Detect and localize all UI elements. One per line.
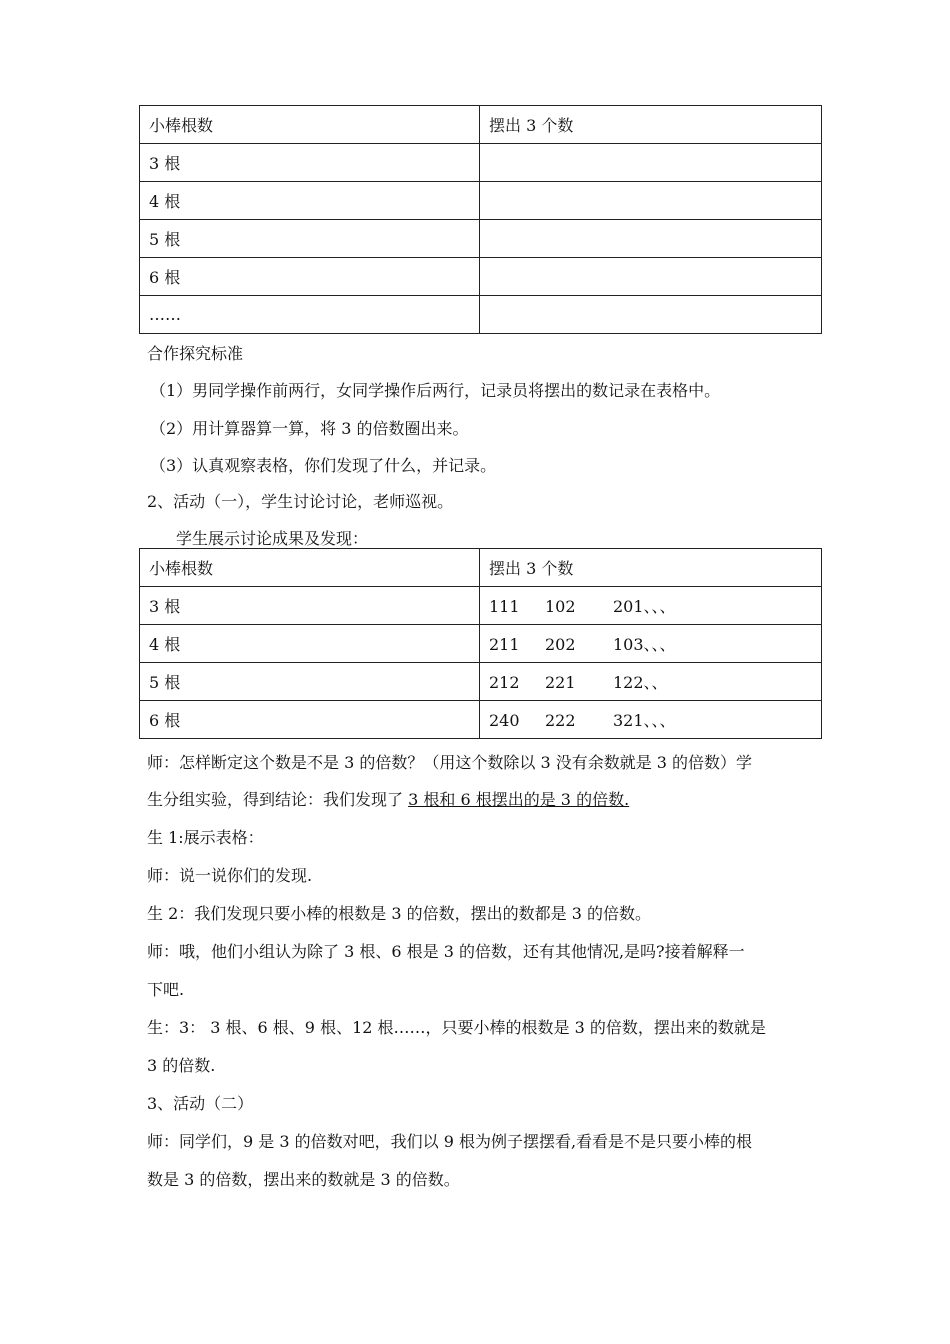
row-label: 4 根 — [140, 625, 480, 663]
table-row — [140, 663, 822, 701]
row-label: 3 根 — [140, 144, 480, 182]
row-label: 5 根 — [140, 663, 480, 701]
teacher-question-line-1: 师：怎样断定这个数是不是 3 的倍数？（用这个数除以 3 没有余数就是 3 的倍数）学 — [147, 753, 753, 772]
row-value — [480, 258, 822, 296]
table-row — [140, 296, 822, 334]
student-2-line: 生 2：我们发现只要小棒的根数是 3 的倍数，摆出的数都是 3 的倍数。 — [147, 904, 651, 923]
row-label: 6 根 — [140, 258, 480, 296]
table-row — [140, 701, 822, 739]
row-label: 5 根 — [140, 220, 480, 258]
row-value — [480, 182, 822, 220]
row-label: …… — [140, 296, 480, 334]
student-3-line-b: 3 的倍数. — [147, 1056, 216, 1075]
row-value — [480, 296, 822, 334]
row-numbers: 212 221 122、、 — [480, 663, 822, 701]
teacher-question-line-2 — [147, 790, 629, 810]
activity-2-heading: 3、活动（二） — [147, 1094, 254, 1113]
row-value — [480, 144, 822, 182]
column-header: 小棒根数 — [140, 106, 480, 144]
teacher-line-2: 师：说一说你们的发现. — [147, 866, 313, 885]
row-numbers: 111 102 201、、、 — [480, 587, 822, 625]
table-header-row — [140, 106, 822, 144]
teacher-line-4b: 数是 3 的倍数，摆出来的数就是 3 的倍数。 — [147, 1170, 460, 1189]
row-label: 6 根 — [140, 701, 480, 739]
conclusion-prefix: 生分组实验，得到结论：我们发现了 — [147, 790, 409, 809]
row-label: 4 根 — [140, 182, 480, 220]
column-header: 摆出 3 个数 — [480, 549, 822, 587]
step-1: （1）男同学操作前两行，女同学操作后两行，记录员将摆出的数记录在表格中。 — [150, 381, 721, 400]
show-results-title: 学生展示讨论成果及发现： — [176, 529, 369, 548]
table-row — [140, 625, 822, 663]
conclusion-underlined: 3 根和 6 根摆出的是 3 的倍数. — [408, 790, 630, 809]
row-label: 3 根 — [140, 587, 480, 625]
activity-1-heading: 2、活动（一），学生讨论讨论，老师巡视。 — [147, 492, 454, 511]
stick-count-table-results — [139, 548, 822, 739]
row-numbers: 240 222 321、、、 — [480, 701, 822, 739]
table-row — [140, 258, 822, 296]
student-3-line-a: 生：3： 3 根、6 根、9 根、12 根……，只要小棒的根数是 3 的倍数，摆出来的数就是 — [147, 1018, 766, 1037]
row-value — [480, 220, 822, 258]
teacher-line-3b: 下吧. — [147, 980, 185, 999]
student-1-line: 生 1:展示表格： — [147, 828, 264, 847]
stick-count-table-empty — [139, 105, 822, 334]
step-3: （3）认真观察表格，你们发现了什么，并记录。 — [150, 456, 497, 475]
table-row — [140, 144, 822, 182]
table-row — [140, 587, 822, 625]
table-row — [140, 220, 822, 258]
row-numbers: 211 202 103、、、 — [480, 625, 822, 663]
table-header-row — [140, 549, 822, 587]
teacher-line-4a: 师：同学们，9 是 3 的倍数对吧，我们以 9 根为例子摆摆看,看看是不是只要小棒的根 — [147, 1132, 753, 1151]
column-header: 小棒根数 — [140, 549, 480, 587]
step-2: （2）用计算器算一算，将 3 的倍数圈出来。 — [150, 419, 469, 438]
teacher-line-3a: 师：哦，他们小组认为除了 3 根、6 根是 3 的倍数，还有其他情况,是吗?接着解释一 — [147, 942, 745, 961]
column-header: 摆出 3 个数 — [480, 106, 822, 144]
table-row — [140, 182, 822, 220]
standard-title: 合作探究标准 — [147, 344, 244, 363]
